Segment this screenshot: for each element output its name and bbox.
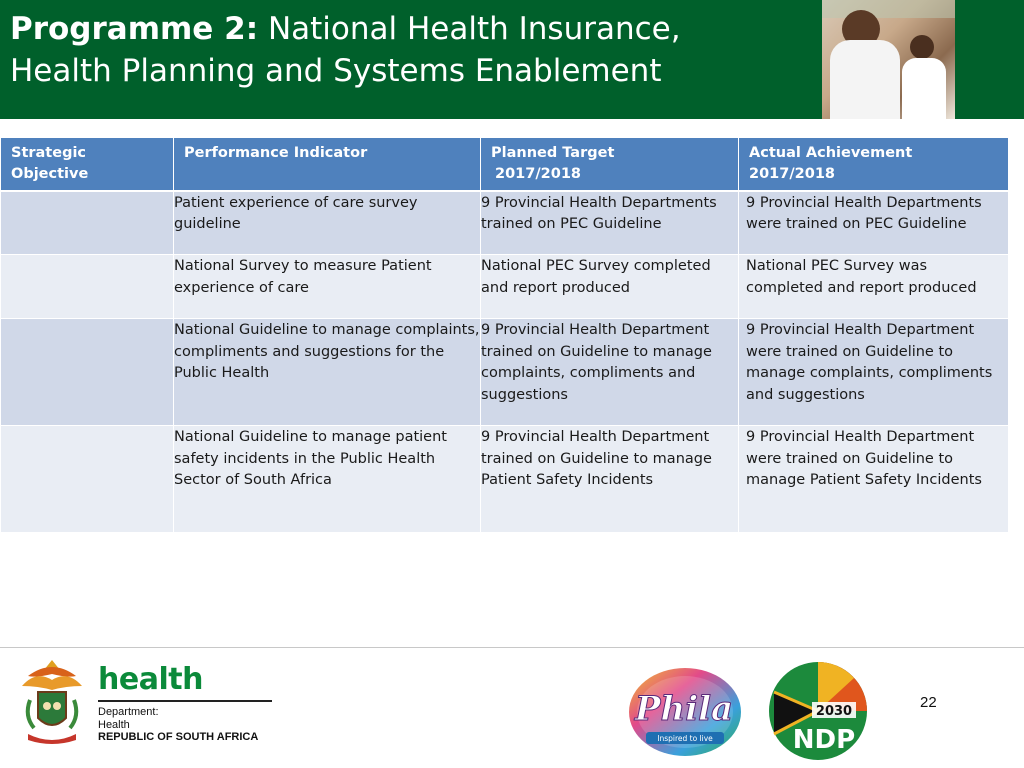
header-actual-achievement: Actual Achievement 2017/2018 xyxy=(739,138,1009,191)
cell-actual: 9 Provincial Health Department were trained on Guideline to manage complaints, compliments and suggestions xyxy=(739,319,1009,426)
page-number: 22 xyxy=(920,694,937,711)
header-planned-line2: 2017/2018 xyxy=(495,166,582,183)
header-strategic-objective: Strategic Objective xyxy=(1,138,174,191)
table-header-row xyxy=(1,138,1009,191)
cell-planned: 9 Provincial Health Department trained on Guideline to manage Patient Safety Incidents xyxy=(481,426,739,533)
dept-line-2: Health xyxy=(98,718,130,731)
cell-planned: National PEC Survey completed and report produced xyxy=(481,255,739,319)
cell-indicator: National Guideline to manage patient safety incidents in the Public Health Sector of South Africa xyxy=(174,426,481,533)
cell-objective xyxy=(1,319,174,426)
cell-actual: National PEC Survey was completed and report produced xyxy=(739,255,1009,319)
phila-logo-icon xyxy=(626,666,744,758)
coat-of-arms-icon xyxy=(16,656,88,748)
phila-tagline: Inspired to live xyxy=(657,734,713,743)
slide-title xyxy=(10,8,810,92)
header-performance-indicator: Performance Indicator xyxy=(174,138,481,191)
footer-divider xyxy=(0,647,1024,648)
cell-objective xyxy=(1,255,174,319)
wordmark-rule xyxy=(98,700,272,702)
cell-actual: 9 Provincial Health Department were trained on Guideline to manage Patient Safety Incidents xyxy=(739,426,1009,533)
cell-objective xyxy=(1,191,174,255)
header-planned-target xyxy=(481,138,739,191)
title-line2: Health Planning and Systems Enablement xyxy=(10,53,662,89)
dept-line-1: Department: xyxy=(98,706,159,718)
cell-indicator: National Guideline to manage complaints, compliments and suggestions for the Public Health xyxy=(174,319,481,426)
ndp-year: 2030 xyxy=(815,704,853,719)
health-wordmark: health xyxy=(98,662,203,697)
title-rest: National Health Insurance, xyxy=(267,11,681,47)
ndp-text: NDP xyxy=(792,725,856,755)
dept-line-3: REPUBLIC OF SOUTH AFRICA xyxy=(98,731,259,743)
cell-indicator: National Survey to measure Patient experience of care xyxy=(174,255,481,319)
performance-table xyxy=(0,137,1009,533)
cell-planned: 9 Provincial Health Departments trained on PEC Guideline xyxy=(481,191,739,255)
cell-indicator: Patient experience of care survey guideline xyxy=(174,191,481,255)
ndp-2030-logo-icon xyxy=(764,660,872,762)
table-row xyxy=(1,319,1009,426)
header-planned-line1: Planned Target xyxy=(491,145,615,161)
cell-actual: 9 Provincial Health Departments were trained on PEC Guideline xyxy=(739,191,1009,255)
table-row xyxy=(1,426,1009,533)
title-bold: Programme 2: xyxy=(10,11,259,47)
nurse-with-children-photo xyxy=(822,0,955,119)
cell-planned: 9 Provincial Health Department trained on Guideline to manage complaints, compliments and suggestions xyxy=(481,319,739,426)
phila-text: Phila xyxy=(634,689,734,729)
department-label xyxy=(98,706,258,744)
cell-objective xyxy=(1,426,174,533)
table-row xyxy=(1,191,1009,255)
header-banner xyxy=(0,0,1024,119)
table-row xyxy=(1,255,1009,319)
